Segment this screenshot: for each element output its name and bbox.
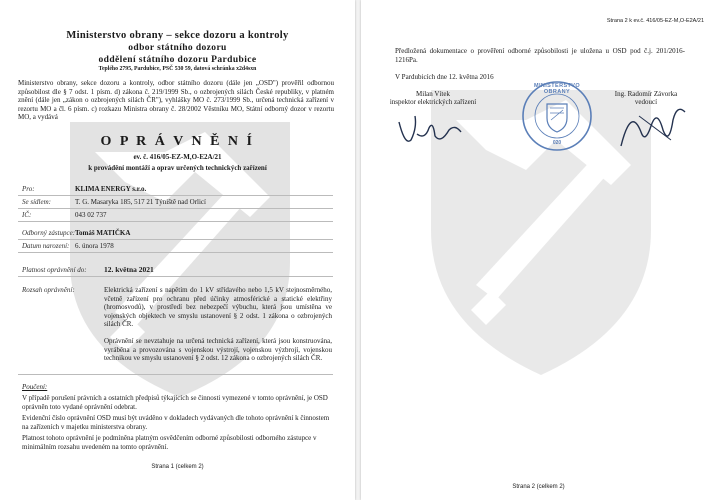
signature-2-icon [611,96,691,156]
document-page-2 [361,0,716,500]
documentation-paragraph: Předložená dokumentace o prověření odborné způsobilosti je uložena u OSD pod č.j. 201/2016-1216Pa. [395,47,685,64]
stamp-number: 020 [552,140,562,146]
divider [18,276,333,277]
divider [18,374,333,375]
document-subtitle: k provádění montáží a oprav určených technických zařízení [88,164,267,172]
signatory-1-title: inspektor elektrických zařízení [389,98,477,106]
ic-label: IČ: [22,211,32,219]
page-footer: Strana 2 (celkem 2) [512,484,565,490]
validity-label: Platnost oprávnění do: [22,266,87,274]
notice-paragraph-1: V případě porušení právních a ostatních předpisů týkajících se činnosti vymezené v tomto oprávnění, je OSD oprávněn toto vydané oprávnění odebrat. [22,394,328,411]
divider [18,195,333,196]
page-footer: Strana 1 (celkem 2) [151,464,204,470]
company-address: T. G. Masaryka 185, 517 21 Týniště nad Orlicí [75,198,206,206]
pro-label: Pro: [22,185,35,193]
signatory-2-title: vedoucí [634,98,658,106]
document-title: O P R Á V N Ě N Í [100,134,255,149]
company-name: KLIMA ENERGY s.r.o. [75,185,147,193]
intro-paragraph: Ministerstvo obrany, sekce dozoru a kontroly, odbor státního dozoru (dále jen „OSD") prověřil odbornou způsobilost dle § 7 odst. 1 písm. d) zákona č. 219/1999 Sb., o ozbrojených silách České republiky, v platném znění (dále jen „zákon o ozbrojených silách ČR"), vyhlášky MO č. 273/1999 Sb., určená technická zařízení v rezortu MO a čl. 6 písm. c) rozkazu Ministra obrany č. 28/2002 Věstníku MO, Státní odborný dozor v rezortu MO, a vydává [18,79,334,122]
ministry-heading: Ministerstvo obrany – sekce dozoru a kontroly [66,30,289,41]
stamp-text: MINISTERSTVO OBRANY [533,83,581,95]
department-heading: oddělení státního dozoru Pardubice [98,55,257,65]
page-reference: Strana 2 k ev.č. 416/05-EZ-M,O-E2A/21 [606,18,704,24]
notice-paragraph-2: Evidenční číslo oprávnění OSD musí být uváděno v dokladech vydávaných dle tohoto oprávnění k činnostem na zařízeních v majetku ministerstva obrany. [22,414,330,431]
divider [18,221,333,222]
birthdate-value: 6. února 1978 [75,242,114,250]
signatory-2-name: Ing. Radomír Závorka [614,90,678,98]
divider [18,208,333,209]
validity-value: 12. května 2021 [104,265,154,274]
registration-number: ev. č. 416/05-EZ-M,O-E2A/21 [133,153,222,161]
notice-paragraph-3: Platnost tohoto oprávnění je podmíněna platným osvědčením odborné způsobilosti odborného zástupce v minimálním rozsahu uvedeném na tomto oprávnění. [22,434,317,451]
signature-1-icon [395,110,465,150]
company-ic: 043 02 737 [75,211,107,219]
scope-paragraph-1: Elektrická zařízení s napětím do 1 kV střídavého nebo 1,5 kV stejnosměrného, včetně zařízení pro ochranu před účinky atmosférické a statické elektřiny (hromosvodů), v prostředí bez nebezpečí výbuchu, která jsou umístěna ve vojenských objektech ve smyslu ustanovení § 2 odst. 1 zákona o ozbrojených silách ČR. [104,286,332,329]
divider [18,252,333,253]
divider [18,239,333,240]
representative-label: Odborný zástupce: [22,229,76,237]
office-heading: odbor státního dozoru [128,43,227,53]
representative-name: Tomáš MATIČKA [75,229,131,237]
document-page-1 [0,0,355,500]
official-stamp [521,80,593,152]
signatory-1-name: Milan Vítek [416,90,450,98]
place-date: V Pardubicích dne 12. května 2016 [395,73,494,81]
birthdate-label: Datum narození: [22,242,70,250]
sidlo-label: Se sídlem: [22,198,51,206]
notice-title: Poučení: [22,383,48,391]
scope-label: Rozsah oprávnění: [22,286,75,294]
address-line: Teplého 2795, Pardubice, PSČ 530 59, datová schránka x2d4sxn [98,66,257,72]
scope-paragraph-2: Oprávnění se nevztahuje na určená technická zařízení, která jsou konstruována, vyráběna a provozována s vojenskou výstrojí, vojenskou výzbrojí, vojenskou technikou ve smyslu ustanovení § 2 odst. 12 zákona o ozbrojených silách ČR. [104,337,332,363]
